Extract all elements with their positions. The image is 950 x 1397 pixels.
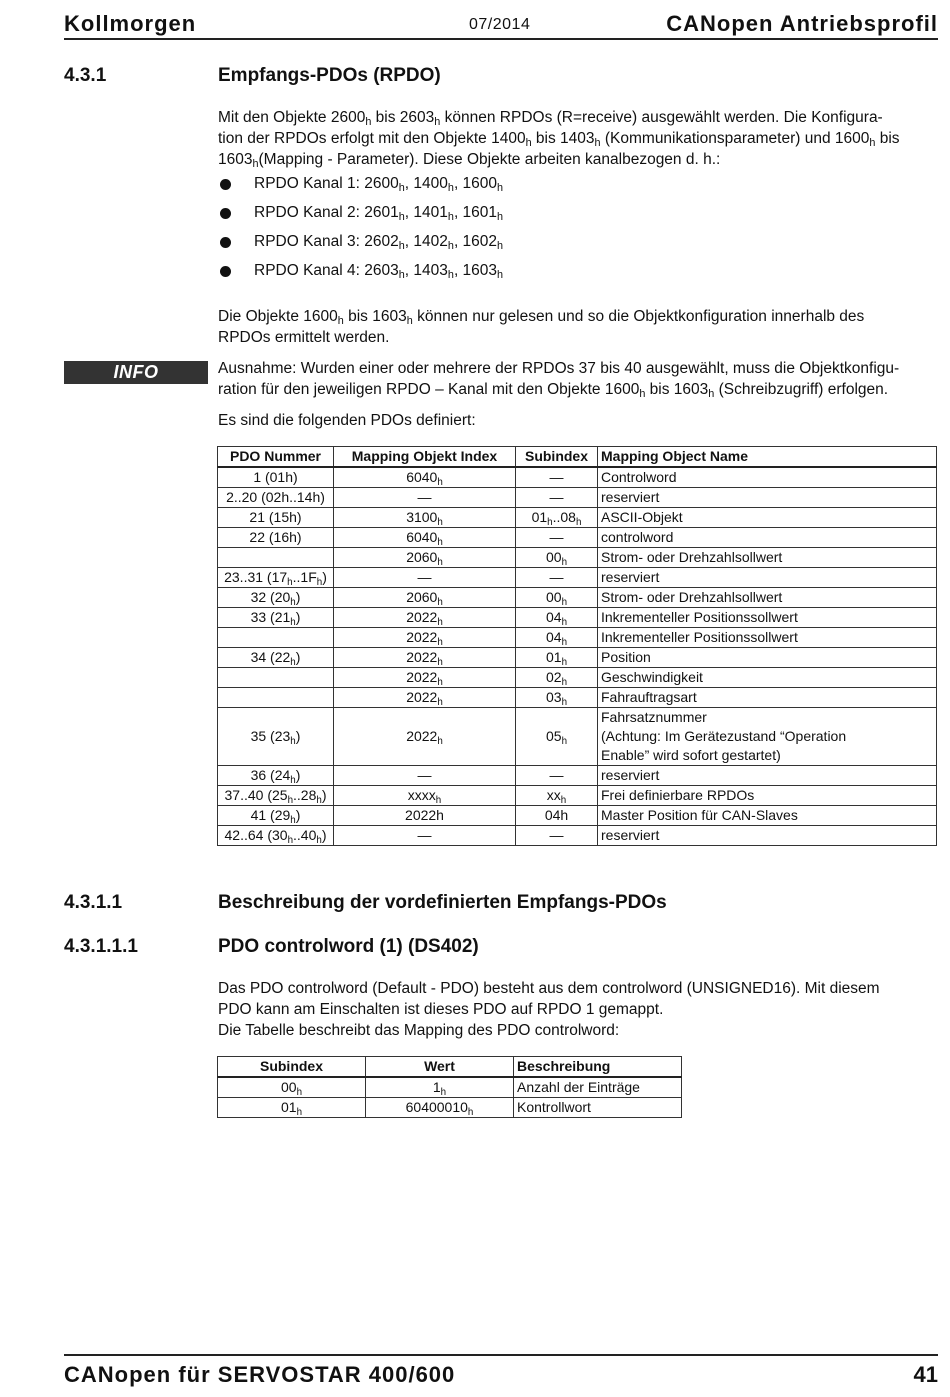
table-cell: 21 (15h) — [218, 508, 334, 528]
table-row — [218, 708, 937, 766]
table-cell: 35 $(23_h)$ — [218, 708, 334, 766]
bullet-icon — [220, 237, 231, 248]
table-row — [218, 528, 937, 548]
table-cell: Frei definierbare RPDOs — [598, 786, 937, 806]
table-cell: $2060_h$ — [334, 548, 516, 568]
table-cell: — — [516, 766, 598, 786]
table-row — [218, 467, 937, 488]
table-cell: $01_h..08_h$ — [516, 508, 598, 528]
controlword-mapping-table — [217, 1056, 682, 1118]
table-cell: $6040_h$ — [334, 467, 516, 488]
table-cell — [218, 668, 334, 688]
table-cell: Fahrsatznummer (Achtung: Im Gerätezustand “Operation Enable” wird sofort gestartet) — [598, 708, 937, 766]
table-cell: reserviert — [598, 766, 937, 786]
table-row — [218, 608, 937, 628]
table-cell: 22 (16h) — [218, 528, 334, 548]
table-cell: — — [516, 467, 598, 488]
bullet-icon — [220, 266, 231, 277]
table-cell: $2022_h$ — [334, 688, 516, 708]
table-cell: Position — [598, 648, 937, 668]
table-cell: $00_h$ — [218, 1077, 366, 1098]
table-row — [218, 548, 937, 568]
table-row — [218, 786, 937, 806]
table-row — [218, 628, 937, 648]
section-title: Empfangs-PDOs (RPDO) — [218, 65, 441, 86]
table-cell: Anzahl der Einträge — [514, 1077, 682, 1098]
table-cell: Strom- oder Drehzahlsollwert — [598, 548, 937, 568]
table-cell: 37..40 $(25_h..28_h)$ — [218, 786, 334, 806]
table-cell: — — [334, 826, 516, 846]
table-row — [218, 508, 937, 528]
table-cell: $05_h$ — [516, 708, 598, 766]
section-number: 4.3.1.1.1 — [64, 936, 138, 957]
table-cell: $02_h$ — [516, 668, 598, 688]
table-cell: Kontrollwort — [514, 1098, 682, 1118]
table-cell: $00_h$ — [516, 588, 598, 608]
table-cell: Master Position für CAN-Slaves — [598, 806, 937, 826]
objects-paragraph: Die Objekte $1600_h$ bis $1603_h$ können nur gelesen und so die Objektkonfiguration innerhalb des RPDOs ermittelt werden. — [218, 308, 865, 346]
table-cell — [218, 688, 334, 708]
column-header: Wert — [366, 1057, 514, 1078]
table-cell: $1_h$ — [366, 1077, 514, 1098]
table-cell: $2022_h$ — [334, 648, 516, 668]
controlword-paragraph: Das PDO controlword (Default - PDO) besteht aus dem controlword (UNSIGNED16). Mit diesem PDO kann am Einschalten ist dieses PDO auf RPDO 1 gemappt. Die Tabelle beschreibt das Mapping des PDO controlword: — [218, 980, 880, 1039]
table-cell: Strom- oder Drehzahlsollwert — [598, 588, 937, 608]
table-cell: Inkrementeller Positionssollwert — [598, 608, 937, 628]
table-cell — [218, 548, 334, 568]
table-cell: 41 $(29_h)$ — [218, 806, 334, 826]
table-cell: controlword — [598, 528, 937, 548]
defined-text: Es sind die folgenden PDOs definiert: — [218, 412, 476, 429]
table-cell: $2060_h$ — [334, 588, 516, 608]
table-cell: $60400010_h$ — [366, 1098, 514, 1118]
info-badge: INFO — [64, 361, 208, 384]
table-cell: $2022_h$ — [334, 668, 516, 688]
table-cell: Geschwindigkeit — [598, 668, 937, 688]
column-header: Subindex — [516, 447, 598, 468]
section-number: 4.3.1.1 — [64, 892, 123, 913]
table-cell: $03_h$ — [516, 688, 598, 708]
table-cell: — — [334, 488, 516, 508]
bullet-icon — [220, 208, 231, 219]
table-cell: xxxx$_h$ — [334, 786, 516, 806]
table-cell: 36 $(24_h)$ — [218, 766, 334, 786]
header-date: 07/2014 — [469, 16, 531, 33]
page-header — [64, 8, 938, 40]
rpdo-table — [217, 446, 937, 846]
table-cell: Inkrementeller Positionssollwert — [598, 628, 937, 648]
table-cell: $00_h$ — [516, 548, 598, 568]
table-cell: $xx_h$ — [516, 786, 598, 806]
table-row — [218, 668, 937, 688]
column-header: Beschreibung — [514, 1057, 682, 1078]
table-cell: 04h — [516, 806, 598, 826]
column-header: Mapping Object Name — [598, 447, 937, 468]
table-cell: $01_h$ — [516, 648, 598, 668]
table-row — [218, 648, 937, 668]
page-footer — [64, 1354, 938, 1390]
table-cell: 1 (01h) — [218, 467, 334, 488]
intro-paragraph: Mit den Objekte $2600_h$ bis $2603_h$ können RPDOs (R=receive) ausgewählt werden. Die Konfigura- tion der RPDOs erfolgt mit den Objekte $1400_h$ bis $1403_h$ (Kommunikationsparameter) und $1600_h$ bis $1603_h(Mapping$ - Parameter). Diese Objekte arbeiten kanalbezogen d. h.: — [218, 109, 900, 170]
table-cell: $6040_h$ — [334, 528, 516, 548]
bullet-icon — [220, 179, 231, 190]
table-cell: 2..20 (02h..14h) — [218, 488, 334, 508]
section-title: PDO controlword (1) (DS402) — [218, 936, 479, 957]
table-cell: 23..31 $(17_h..1F_h)$ — [218, 568, 334, 588]
table-cell: 32 $(20_h)$ — [218, 588, 334, 608]
table-cell — [218, 628, 334, 648]
table-cell: reserviert — [598, 488, 937, 508]
table-cell: ASCII-Objekt — [598, 508, 937, 528]
table-cell: — — [516, 488, 598, 508]
table-cell: reserviert — [598, 826, 937, 846]
header-title: CANopen Antriebsprofil — [666, 11, 938, 36]
header-company: Kollmorgen — [64, 11, 197, 36]
table-row — [218, 1077, 682, 1098]
table-cell: — — [516, 568, 598, 588]
table-row — [218, 1098, 682, 1118]
table-cell: reserviert — [598, 568, 937, 588]
table-row — [218, 766, 937, 786]
table-row — [218, 588, 937, 608]
table-cell: 34 $(22_h)$ — [218, 648, 334, 668]
table-cell: Controlword — [598, 467, 937, 488]
table-row — [218, 688, 937, 708]
table-cell: — — [334, 568, 516, 588]
table-cell: 2022h — [334, 806, 516, 826]
column-header: Subindex — [218, 1057, 366, 1078]
table-cell: $2022_h$ — [334, 628, 516, 648]
table-cell: 42..64 $(30_h..40_h)$ — [218, 826, 334, 846]
table-cell: $2022_h$ — [334, 608, 516, 628]
section-number: 4.3.1 — [64, 65, 107, 86]
table-row — [218, 488, 937, 508]
page-number: 41 — [913, 1362, 938, 1387]
footer-title: CANopen für SERVOSTAR 400/600 — [64, 1362, 456, 1387]
info-paragraph: Ausnahme: Wurden einer oder mehrere der RPDOs 37 bis 40 ausgewählt, muss die Objektkonfigu- ration für den jeweiligen RPDO – Kanal mit den Objekte $1600_h$ bis $1603_h$ (Schreibzugriff) erfolgen. — [218, 360, 900, 400]
table-cell: — — [516, 826, 598, 846]
table-cell: 33 $(21_h)$ — [218, 608, 334, 628]
table-cell: — — [334, 766, 516, 786]
table-cell: — — [516, 528, 598, 548]
table-cell: $3100_h$ — [334, 508, 516, 528]
table-cell: $04_h$ — [516, 628, 598, 648]
column-header: PDO Nummer — [218, 447, 334, 468]
table-row — [218, 568, 937, 588]
table-cell: $2022_h$ — [334, 708, 516, 766]
table-header-row — [218, 1057, 682, 1078]
table-header-row — [218, 447, 937, 468]
table-cell: $01_h$ — [218, 1098, 366, 1118]
section-title: Beschreibung der vordefinierten Empfangs-PDOs — [218, 892, 667, 913]
column-header: Mapping Objekt Index — [334, 447, 516, 468]
table-cell: Fahrauftragsart — [598, 688, 937, 708]
table-row — [218, 826, 937, 846]
table-row — [218, 806, 937, 826]
table-cell: $04_h$ — [516, 608, 598, 628]
